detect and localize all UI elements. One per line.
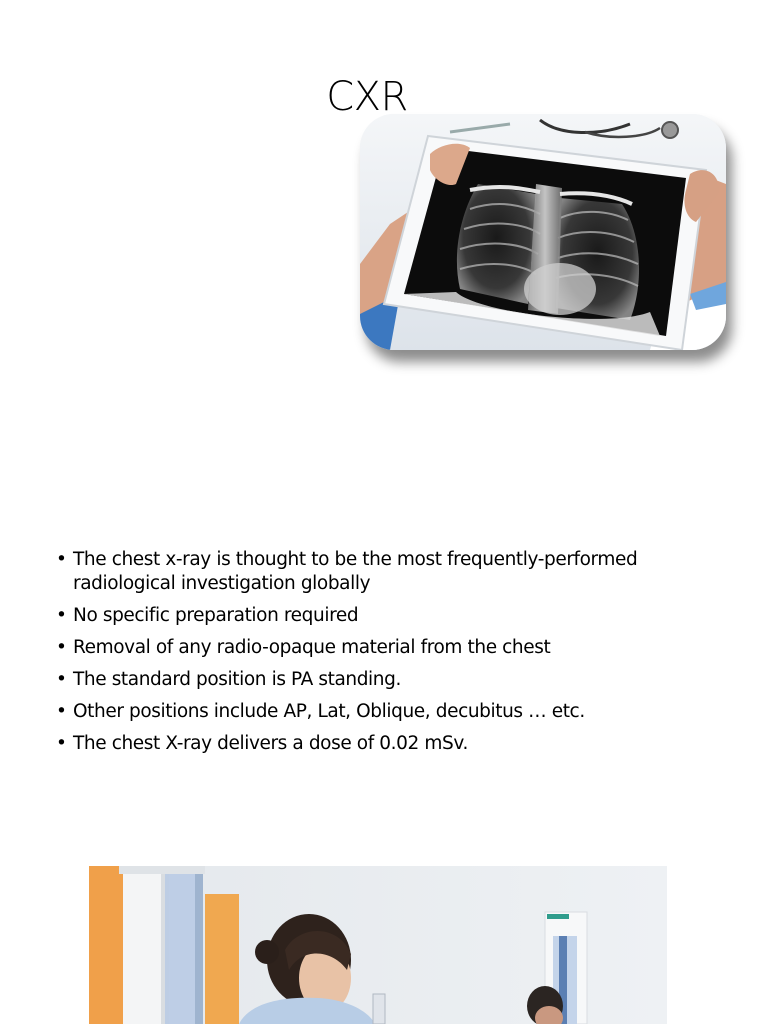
list-item: [56, 548, 716, 596]
list-item-text: The chest x-ray is thought to be the most frequently-performed radiological investigation globally: [73, 549, 638, 594]
bullet-list: [56, 548, 716, 764]
bullet-icon: •: [56, 549, 67, 570]
list-item-text: The chest X-ray delivers a dose of 0.02 mSv.: [73, 733, 468, 754]
list-item: [56, 604, 716, 628]
list-item-text: Other positions include AP, Lat, Oblique, decubitus … etc.: [73, 701, 585, 722]
list-item: [56, 636, 716, 660]
bullet-icon: •: [56, 669, 67, 690]
list-item: [56, 668, 716, 692]
xray-tablet-photo: [360, 114, 726, 350]
list-item-text: No specific preparation required: [73, 605, 359, 626]
bullet-icon: •: [56, 733, 67, 754]
list-item-text: Removal of any radio-opaque material from the chest: [73, 637, 551, 658]
list-item: [56, 700, 716, 724]
list-item-text: The standard position is PA standing.: [73, 669, 401, 690]
slide-title: CXR: [326, 74, 408, 120]
bullet-icon: •: [56, 701, 67, 722]
bullet-icon: •: [56, 605, 67, 626]
list-item: [56, 732, 716, 756]
bullet-icon: •: [56, 637, 67, 658]
xray-room-photo: [89, 866, 667, 1024]
